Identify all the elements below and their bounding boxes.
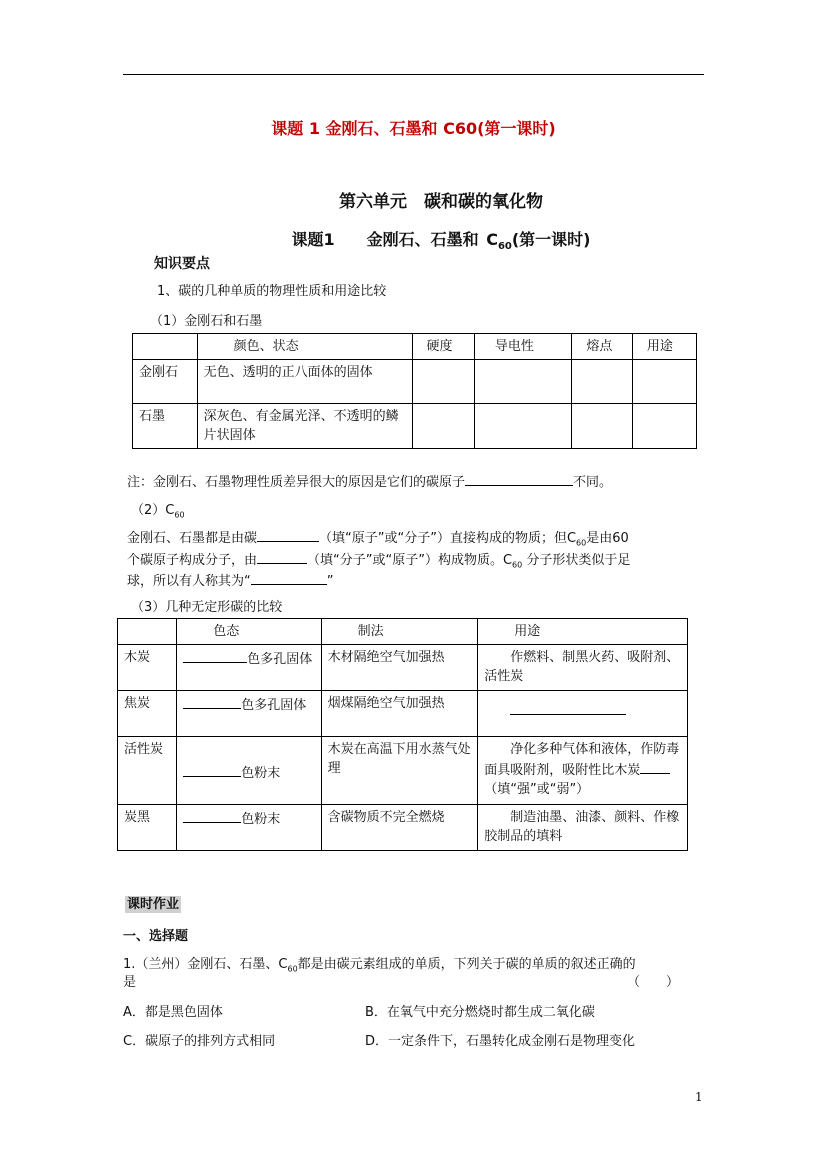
table-row [118,645,688,691]
table-cell: 烟煤隔绝空气加强热 [321,691,478,737]
table-cell: 色粉末 [177,805,321,851]
answer-blank[interactable] [257,549,307,564]
table-cell: 炭黑 [118,805,177,851]
table-amorphous-carbon [117,618,688,851]
answer-blank[interactable] [510,700,626,715]
table-cell [632,360,696,404]
table-cell: 木材隔绝空气加强热 [321,645,478,691]
table-row [133,360,697,404]
table-cell: 含碳物质不完全燃烧 [321,805,478,851]
table-header-cell [118,619,177,645]
table-cell: 深灰色、有金属光泽、不透明的鳞片状固体 [197,404,412,449]
answer-blank[interactable] [257,527,319,542]
homework-heading: 课时作业 [127,897,180,912]
answer-blank[interactable] [183,808,241,823]
header-rule [123,74,704,75]
table-cell: 无色、透明的正八面体的固体 [197,360,412,404]
knowledge-heading: 知识要点 [154,256,210,272]
option-a[interactable]: A．都是黑色固体 [123,1005,223,1020]
unit-title: 第六单元 碳和碳的氧化物 [339,192,543,212]
table-header-row [118,619,688,645]
answer-blank[interactable] [183,648,247,663]
table-cell: 木炭在高温下用水蒸气处理 [321,737,478,805]
section-multiple-choice: 一、选择题 [123,929,189,944]
table-cell [412,360,474,404]
question-1-continued: 是 [123,975,137,990]
option-c[interactable]: C．碳原子的排列方式相同 [123,1034,276,1049]
table-cell: 作燃料、制黑火药、吸附剂、活性炭 [478,645,688,691]
table-cell [478,691,688,737]
answer-blank[interactable] [251,570,327,585]
table-row [118,737,688,805]
question-1: 1.（兰州）金刚石、石墨、$C_{60}$都是由碳元素组成的单质，下列关于碳的单质的叙述正确的 [123,957,636,974]
table-cell: 活性炭 [118,737,177,805]
table-cell: 焦炭 [118,691,177,737]
table-header-cell: 颜色、状态 [197,334,412,360]
note: 注：金刚石、石墨物理性质差异很大的原因是它们的碳原子 不同。 [127,471,612,493]
answer-blank[interactable] [640,759,670,774]
table-row [118,691,688,737]
table-row [133,404,697,449]
subheading-2: $(2)C_{60}$ [131,503,185,520]
table-cell: 木炭 [118,645,177,691]
table-cell [474,360,572,404]
table-cell [474,404,572,449]
table-header-cell: 熔点 [572,334,633,360]
table-cell: 石墨 [133,404,198,449]
lesson-title: 课题1 金刚石、石墨和 $C_{60}$(第一课时) [291,230,591,253]
table-header-cell: 色态 [177,619,321,645]
c60-paragraph-line-2: 个碳原子构成分子，由 （填“分子”或“原子”）构成物质。$C_{60}$ 分子形状类似于足 [127,549,630,576]
table-cell [412,404,474,449]
answer-parentheses[interactable]: （ ） [627,975,680,990]
c60-paragraph-line-1: 金刚石、石墨都是由碳 （填“原子”或“分子”）直接构成的物质；但$C_{60}$是由60 [127,527,629,554]
table-cell [632,404,696,449]
option-b[interactable]: B．在氧气中充分燃烧时都生成二氧化碳 [365,1005,595,1020]
table-header-cell: 用途 [478,619,688,645]
option-d[interactable]: D．一定条件下，石墨转化成金刚石是物理变化 [365,1034,636,1049]
answer-blank[interactable] [183,694,241,709]
table-header-cell: 硬度 [412,334,474,360]
table-header-cell: 导电性 [474,334,572,360]
table-cell: 净化多种气体和液体，作防毒面具吸附剂，吸附性比木炭（填“强”或“弱”） [478,737,688,805]
answer-blank[interactable] [183,762,241,777]
lesson-title-subscript: 60 [497,241,512,253]
table-cell: 制造油墨、油漆、颜料、作橡胶制品的填料 [478,805,688,851]
page-number: 1 [695,1090,703,1104]
table-diamond-graphite [132,333,697,449]
document-title: 课题 1 金刚石、石墨和 C60(第一课时) [271,119,556,138]
table-cell: 色多孔固体 [177,645,321,691]
table-header-row [133,334,697,360]
table-header-cell [133,334,198,360]
answer-blank[interactable] [465,471,573,486]
c60-paragraph-line-3: 球，所以有人称其为“ ” [127,570,334,592]
table-header-cell: 用途 [632,334,696,360]
table-cell [572,360,633,404]
subheading-3: （3）几种无定形碳的比较 [131,600,283,615]
subheading-1: （1）金刚石和石墨 [150,314,263,329]
table-cell: 色粉末 [177,737,321,805]
table-row [118,805,688,851]
table-cell: 金刚石 [133,360,198,404]
table-cell: 色多孔固体 [177,691,321,737]
table-header-cell: 制法 [321,619,478,645]
point-1: 1、碳的几种单质的物理性质和用途比较 [157,284,387,299]
table-cell [572,404,633,449]
